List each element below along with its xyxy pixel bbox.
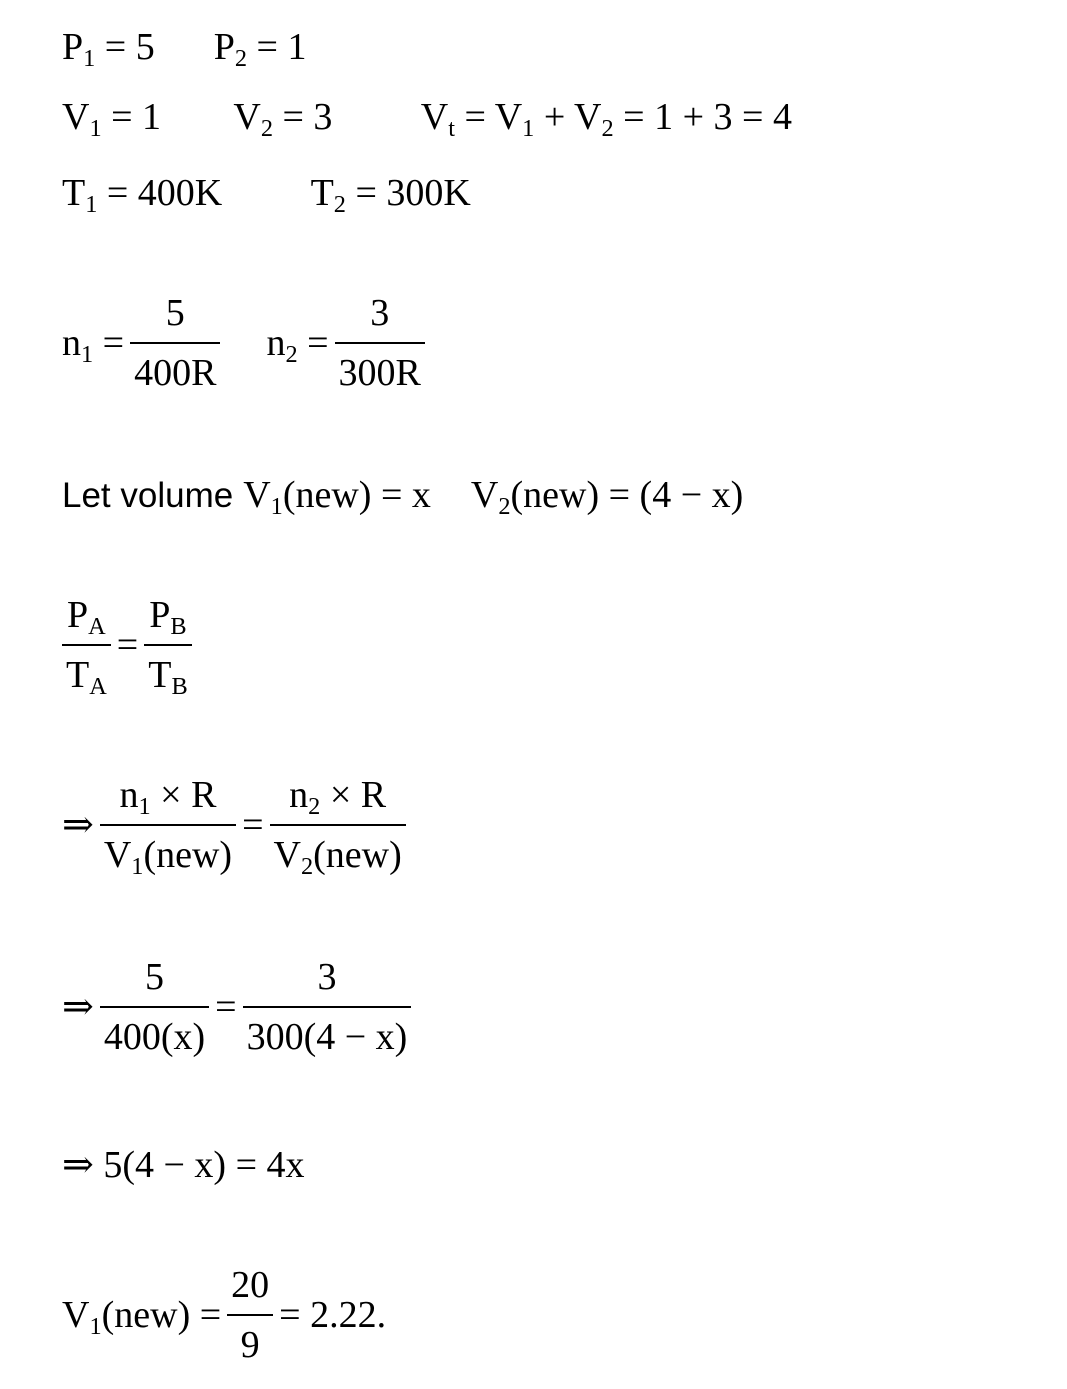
ratio-line <box>62 594 198 700</box>
ratio-equals: = <box>116 624 139 666</box>
n1-label: $n_1$ = <box>62 322 125 368</box>
v1-value: $V_1 = 1$ <box>62 96 162 142</box>
step2-rhs <box>243 958 412 1056</box>
ratio-rhs <box>144 594 191 700</box>
volume-line <box>62 96 792 142</box>
step3-line: ⇒ 5(4 − x) = 4x <box>62 1144 305 1186</box>
step1-equals: = <box>242 804 264 846</box>
n2-label: $n_2$ = <box>266 322 329 368</box>
n2-numerator: 3 <box>335 294 425 344</box>
n2-denominator: 300R <box>338 352 421 394</box>
step2-line <box>62 958 417 1056</box>
step1-arrow: ⇒ <box>62 804 94 846</box>
pressure-line <box>62 26 307 72</box>
result-line <box>62 1266 386 1364</box>
step1-lhs <box>100 774 236 880</box>
step2-arrow: ⇒ <box>62 986 94 1028</box>
assumption-prefix: Let volume <box>62 475 234 515</box>
step1-rhs <box>270 774 406 880</box>
result-lhs: $V_1(new)$ = <box>62 1294 222 1340</box>
step2-lhs-denominator: 400(x) <box>103 1016 206 1058</box>
assumption-line <box>62 474 744 520</box>
n1-denominator: 400R <box>134 352 217 394</box>
ratio-lhs-denominator: $T_A$ <box>66 654 107 700</box>
n1-fraction <box>130 294 220 392</box>
v2-new-expression: $V_2(new) = (4 - x)$ <box>470 474 744 520</box>
step1-line <box>62 774 412 880</box>
step2-rhs-numerator: 3 <box>243 958 412 1008</box>
step2-lhs <box>100 958 209 1056</box>
step1-rhs-numerator: $n_2 \times R$ <box>270 776 406 826</box>
result-value: = 2.22. <box>279 1294 387 1336</box>
vt-value: $V_t = V_1 + V_2 = 1 + 3 = 4$ <box>420 96 792 142</box>
ratio-lhs-numerator: $P_A$ <box>62 596 111 646</box>
ratio-lhs <box>62 594 111 700</box>
temperature-line <box>62 172 471 218</box>
t1-value: $T_1 = 400K$ <box>62 172 223 218</box>
v1-new-expression: $V_1(new) = x$ <box>243 474 431 520</box>
t2-value: $T_2 = 300K$ <box>310 172 471 218</box>
step1-rhs-denominator: $V_2(new)$ <box>273 834 402 880</box>
step1-lhs-denominator: $V_1(new)$ <box>103 834 233 880</box>
ratio-rhs-numerator: $P_B$ <box>144 596 191 646</box>
p2-value: $P_2 = 1$ <box>213 26 307 72</box>
result-fraction <box>227 1266 273 1364</box>
moles-line <box>62 294 431 392</box>
ratio-rhs-denominator: $T_B$ <box>148 654 188 700</box>
step1-lhs-numerator: $n_1 \times R$ <box>100 776 236 826</box>
step2-equals: = <box>215 986 237 1028</box>
p1-value: $P_1 = 5$ <box>62 26 155 72</box>
v2-value: $V_2 = 3$ <box>233 96 333 142</box>
n2-fraction <box>335 294 425 392</box>
result-denominator: 9 <box>240 1324 260 1366</box>
result-numerator: 20 <box>227 1266 273 1316</box>
step2-lhs-numerator: 5 <box>100 958 209 1008</box>
n1-numerator: 5 <box>130 294 220 344</box>
step2-rhs-denominator: 300(4 − x) <box>246 1016 408 1058</box>
